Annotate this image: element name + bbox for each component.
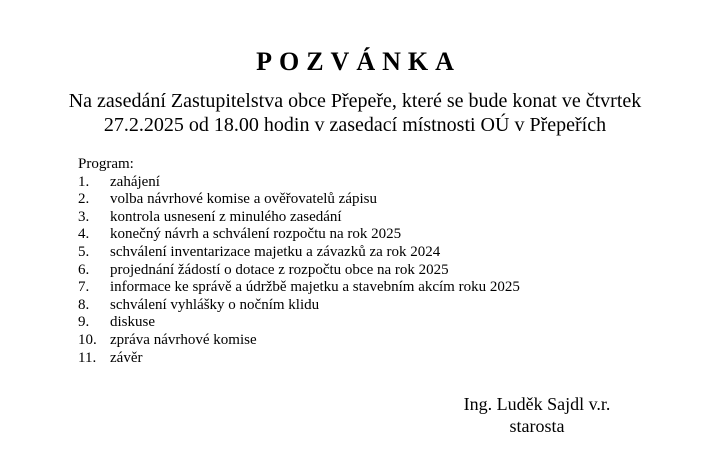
document-title: POZVÁNKA xyxy=(256,47,461,76)
program-item xyxy=(78,350,638,368)
program-heading: Program: xyxy=(78,156,134,172)
program-item-number: 2. xyxy=(78,191,90,208)
signature-block xyxy=(437,394,637,437)
program-item-text: kontrola usnesení z minulého zasedání xyxy=(110,208,342,225)
program-list xyxy=(78,174,638,368)
program-item xyxy=(78,174,638,192)
program-item-text: informace ke správě a údržbě majetku a stavebním akcím roku 2025 xyxy=(110,279,520,296)
program-item-number: 6. xyxy=(78,261,90,278)
program-item-text: schválení inventarizace majetku a závazků za rok 2024 xyxy=(110,243,441,260)
program-item xyxy=(78,244,638,262)
program-item-number: 8. xyxy=(78,296,90,313)
program-item xyxy=(78,332,638,350)
program-item-number: 11. xyxy=(78,349,97,366)
program-item-text: schválení vyhlášky o nočním klidu xyxy=(110,296,320,313)
program-item xyxy=(78,297,638,315)
program-item-text: diskuse xyxy=(110,314,155,331)
program-item-number: 7. xyxy=(78,279,90,296)
program-item-text: projednání žádostí o dotace z rozpočtu obce na rok 2025 xyxy=(110,261,449,278)
program-item-number: 4. xyxy=(78,226,90,243)
program-item xyxy=(78,262,638,280)
program-item-number: 10. xyxy=(78,331,97,348)
program-item xyxy=(78,209,638,227)
meeting-intro-line-1: Na zasedání Zastupitelstva obce Přepeře, které se bude konat ve čtvrtek xyxy=(68,90,642,112)
signature-role: starosta xyxy=(509,415,565,436)
signature-name: Ing. Luděk Sajdl v.r. xyxy=(463,394,611,414)
program-item-text: závěr xyxy=(110,349,143,366)
meeting-intro xyxy=(0,89,710,137)
program-item-text: zpráva návrhové komise xyxy=(110,331,257,348)
program-item-number: 3. xyxy=(78,208,90,225)
program-item-number: 5. xyxy=(78,243,90,260)
program-item xyxy=(78,226,638,244)
program-item xyxy=(78,279,638,297)
meeting-intro-line-2: 27.2.2025 od 18.00 hodin v zasedací místnosti OÚ v Přepeřích xyxy=(103,114,607,136)
program-item-number: 9. xyxy=(78,314,90,331)
program-item-number: 1. xyxy=(78,173,90,190)
program-item-text: zahájení xyxy=(110,173,160,190)
program-item xyxy=(78,314,638,332)
program-item xyxy=(78,191,638,209)
program-item-text: konečný návrh a schválení rozpočtu na rok 2025 xyxy=(110,226,402,243)
program-item-text: volba návrhové komise a ověřovatelů zápisu xyxy=(110,191,377,208)
program-section xyxy=(78,156,638,367)
